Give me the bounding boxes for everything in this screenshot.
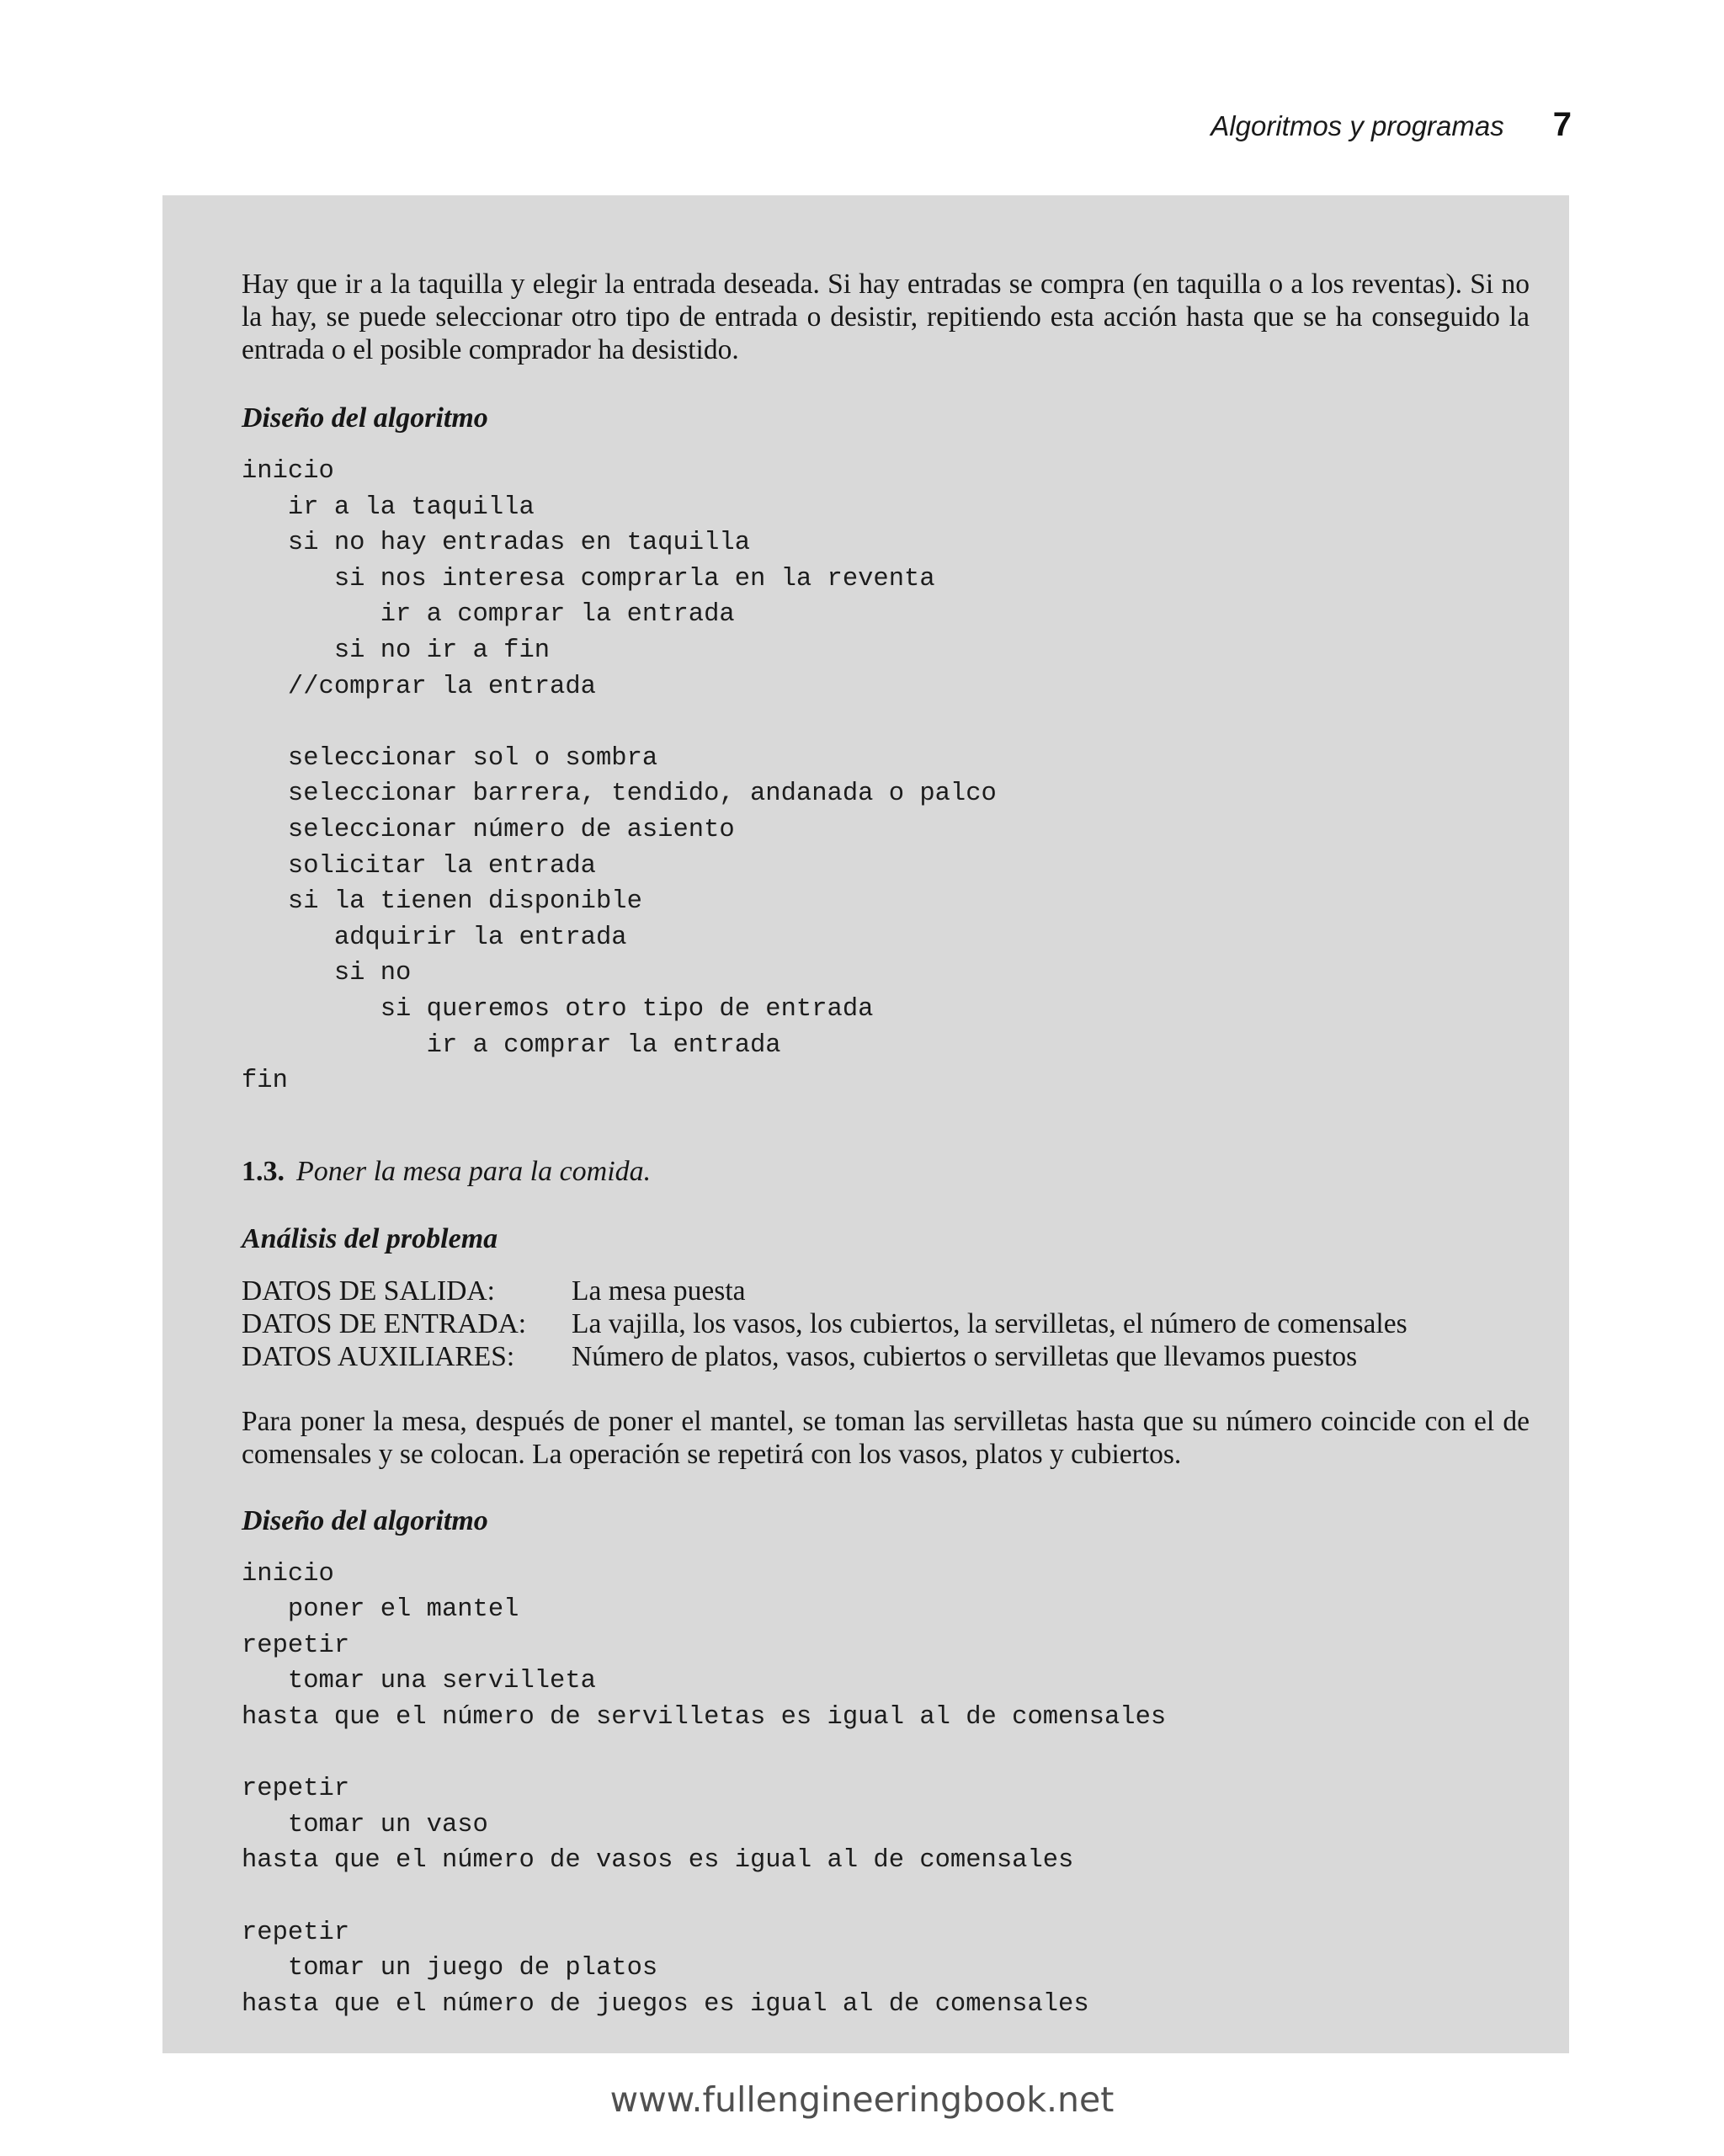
data-definitions xyxy=(242,1275,1530,1373)
algorithm-code-block: inicio poner el mantel repetir tomar una servilleta hasta que el número de servilletas es igual al de comensales repetir tomar un vaso hasta que el número de vasos es igual al de comensales repetir tomar un juego de platos hasta que el número de juegos es igual al de comensales xyxy=(242,1559,1167,2019)
header-title: Algoritmos y programas xyxy=(1211,110,1504,141)
data-label: DATOS DE ENTRADA: xyxy=(242,1307,527,1339)
data-value: La mesa puesta xyxy=(572,1275,746,1307)
description-paragraph: Para poner la mesa, después de poner el mantel, se toman las servilletas hasta que su número coincide con el de comensales y se colocan. La operación se repetirá con los vasos, platos y cubiertos. xyxy=(242,1405,1530,1470)
data-value: Número de platos, vasos, cubiertos o servilletas que llevamos puestos xyxy=(572,1340,1358,1372)
footer-url: www.fullengineeringbook.net xyxy=(609,2079,1115,2120)
design-heading: Diseño del algoritmo xyxy=(242,1504,488,1536)
data-row xyxy=(242,1307,1530,1340)
page-content xyxy=(242,268,1530,2022)
running-header xyxy=(1211,106,1572,144)
data-row xyxy=(242,1340,1530,1373)
problem-statement: Poner la mesa para la comida. xyxy=(296,1155,652,1187)
algorithm-code-block: inicio ir a la taquilla si no hay entradas en taquilla si nos interesa comprarla en la reventa ir a comprar la entrada si no ir a fin //comprar la entrada seleccionar sol o sombra seleccionar barrera, tendido, andanada o palco seleccionar número de asiento solicitar la entrada si la tienen disponible adquirir la entrada si no si queremos otro tipo de entrada ir a comprar la entrada fin xyxy=(242,457,997,1096)
problem-number: 1.3. xyxy=(242,1155,285,1187)
page-number: 7 xyxy=(1552,106,1572,143)
data-label: DATOS AUXILIARES: xyxy=(242,1340,515,1372)
data-row xyxy=(242,1275,1530,1307)
design-heading: Diseño del algoritmo xyxy=(242,402,488,434)
data-value: La vajilla, los vasos, los cubiertos, la servilletas, el número de comensales xyxy=(572,1307,1407,1339)
analysis-heading: Análisis del problema xyxy=(242,1222,498,1254)
problem-title xyxy=(242,1155,1530,1189)
intro-paragraph: Hay que ir a la taquilla y elegir la entrada deseada. Si hay entradas se compra (en taquilla o a los reventas). Si no la hay, se puede seleccionar otro tipo de entrada o desistir, repitiendo esta acción hasta que se ha conseguido la entrada o el posible comprador ha desistido. xyxy=(242,269,1530,365)
data-label: DATOS DE SALIDA: xyxy=(242,1275,495,1307)
